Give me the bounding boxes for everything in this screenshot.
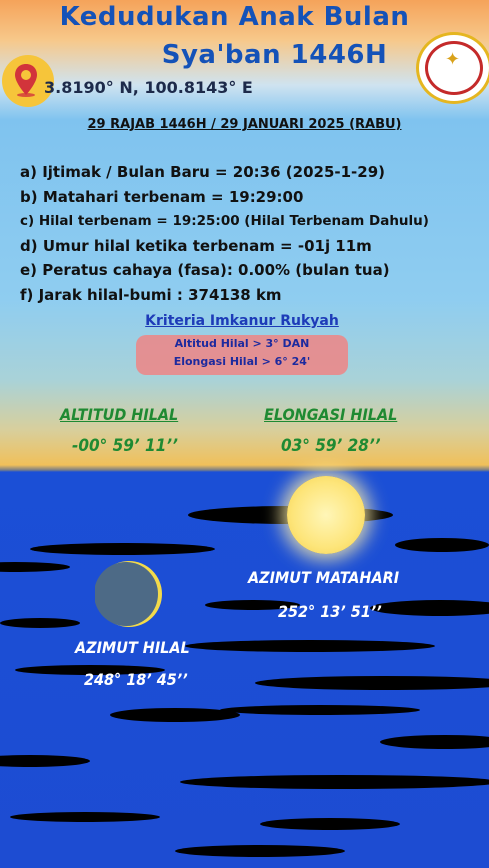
wave [380,735,489,749]
wave [30,543,215,555]
azimut-matahari-value: 252° 13’ 51’’ [278,602,382,621]
title-line-2: Sya'ban 1446H [161,40,388,70]
azimut-matahari-label: AZIMUT MATAHARI [248,568,400,587]
elongasi-label: ELONGASI HILAL [264,405,398,424]
wave [0,562,70,572]
azimut-hilal-value: 248° 18’ 45’’ [84,670,188,689]
wave [255,676,489,690]
wave [175,845,345,857]
altitud-label: ALTITUD HILAL [60,405,179,424]
coordinates: 3.8190° N, 100.8143° E [44,78,253,97]
organization-logo [416,32,489,104]
crescent-moon-icon [95,560,163,628]
info-c: c) Hilal terbenam = 19:25:00 (Hilal Terbenam Dahulu) [20,213,429,229]
info-f: f) Jarak hilal-bumi : 374138 km [20,285,282,304]
wave [110,708,240,722]
azimut-hilal-label: AZIMUT HILAL [75,638,190,657]
wave [220,705,420,715]
kriteria-title: Kriteria Imkanur Rukyah [145,313,339,329]
altitud-value: -00° 59’ 11’’ [72,436,178,456]
info-e: e) Peratus cahaya (fasa): 0.00% (bulan tua) [20,261,390,279]
emblem-icon: ✦ [445,49,461,70]
wave [180,775,489,789]
date-line: 29 RAJAB 1446H / 29 JANUARI 2025 (RABU) [87,117,402,132]
wave [10,812,160,822]
info-d: d) Umur hilal ketika terbenam = -01j 11m [20,236,372,255]
map-pin-icon [14,63,38,97]
wave [0,618,80,628]
sun-icon [287,476,365,554]
info-b: b) Matahari terbenam = 19:29:00 [20,187,304,206]
elongasi-value: 03° 59’ 28’’ [281,436,381,456]
wave [0,755,90,767]
kriteria-box [136,313,348,371]
title-line-1: Kedudukan Anak Bulan [59,2,410,32]
wave [260,818,400,830]
wave [185,640,435,652]
wave [370,600,489,616]
kriteria-line-2: Elongasi Hilal > 6° 24' [173,355,311,368]
info-a: a) Ijtimak / Bulan Baru = 20:36 (2025-1-29) [20,163,385,181]
kriteria-line-1: Altitud Hilal > 3° DAN [174,337,310,350]
wave [395,538,489,552]
info-list [20,160,429,307]
